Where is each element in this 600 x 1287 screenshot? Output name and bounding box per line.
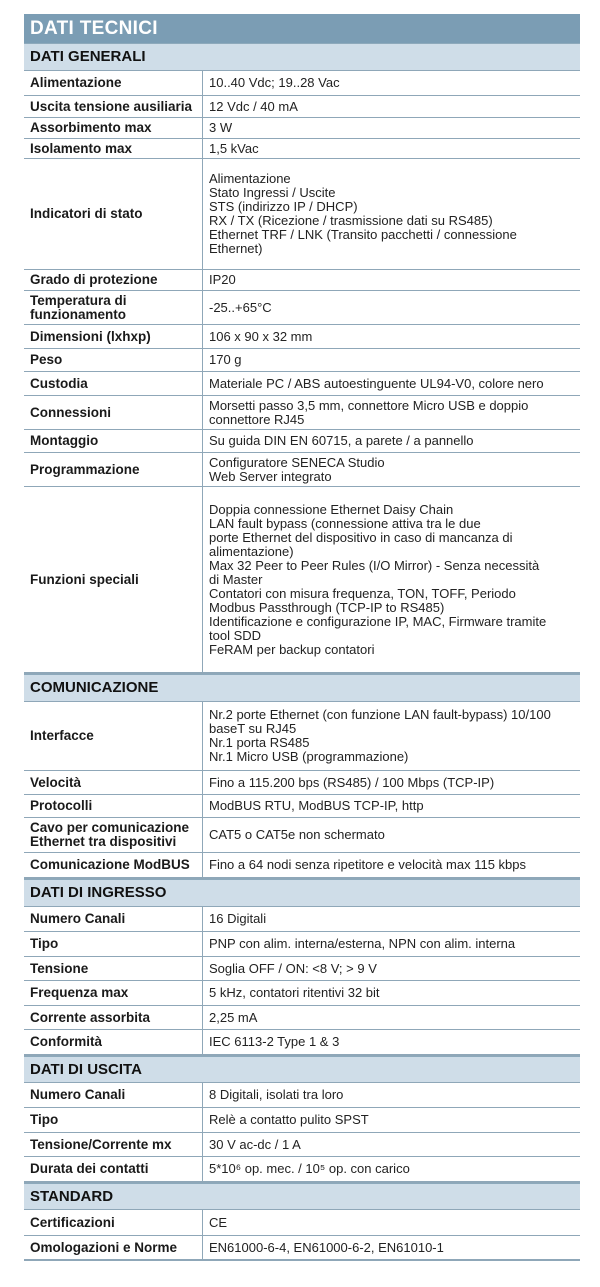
spec-label: Velocità [30, 774, 82, 790]
spec-row [24, 1133, 580, 1157]
spec-value-line: baseT su RJ45 [209, 721, 297, 736]
spec-value-line: Nr.1 Micro USB (programmazione) [209, 749, 409, 764]
section-table [24, 70, 580, 674]
spec-label: Grado di protezione [30, 272, 158, 287]
spec-value-line: IEC 6113-2 Type 1 & 3 [209, 1034, 340, 1049]
section-heading: DATI DI INGRESSO [24, 879, 580, 906]
spec-value-line: Ethernet TRF / LNK (Transito pacchetti / connessione [209, 227, 517, 242]
spec-label: Programmazione [30, 461, 140, 477]
spec-value-line: LAN fault bypass (connessione attiva tra le due [209, 515, 481, 531]
spec-value-line: Modbus Passthrough (TCP-IP to RS485) [209, 599, 445, 615]
spec-row [24, 1157, 580, 1183]
spec-value [202, 771, 580, 794]
spec-label: Tipo [30, 1112, 59, 1127]
spec-value [202, 430, 580, 452]
section-table [24, 701, 580, 879]
spec-label: Cavo per comunicazione Ethernet tra dispositivi [30, 820, 190, 849]
spec-value-line: 5*10⁶ op. mec. / 10⁵ op. con carico [209, 1161, 410, 1176]
spec-value [202, 702, 580, 770]
spec-value [202, 396, 580, 429]
spec-value [202, 1236, 580, 1259]
spec-row [24, 349, 580, 372]
spec-value [202, 487, 580, 672]
spec-label: Durata dei contatti [30, 1161, 149, 1176]
spec-value [202, 291, 580, 324]
spec-value [202, 907, 580, 931]
spec-value-line: 8 Digitali, isolati tra loro [209, 1087, 344, 1102]
spec-row [24, 118, 580, 139]
spec-label: Temperatura di funzionamento [30, 292, 127, 322]
spec-value-line: Nr.1 porta RS485 [209, 735, 310, 750]
spec-value-line: Relè a contatto pulito SPST [209, 1112, 369, 1127]
spec-label: Interfacce [30, 728, 94, 743]
spec-label: Omologazioni e Norme [30, 1239, 178, 1255]
spec-value [202, 981, 580, 1005]
spec-row [24, 372, 580, 396]
spec-value-line: di Master [209, 571, 263, 587]
spec-sheet [24, 14, 580, 1261]
spec-value [202, 795, 580, 817]
spec-label: Tipo [30, 936, 59, 951]
spec-value [202, 853, 580, 877]
spec-label: Frequenza max [30, 985, 129, 1000]
section-table [24, 1082, 580, 1183]
spec-value-line: Contatori con misura frequenza, TON, TOFF, Periodo [209, 585, 516, 601]
spec-value-line: 30 V ac-dc / 1 A [209, 1136, 301, 1152]
spec-value-line: 12 Vdc / 40 mA [209, 98, 298, 114]
spec-value [202, 957, 580, 980]
spec-row [24, 1082, 580, 1108]
spec-value-line: -25..+65°C [209, 299, 272, 315]
spec-label: Dimensioni (lxhxp) [30, 328, 151, 344]
spec-label: Alimentazione [30, 75, 122, 90]
spec-value-line: 5 kHz, contatori ritentivi 32 bit [209, 985, 380, 1000]
spec-value-line: tool SDD [209, 627, 262, 643]
spec-value-line: FeRAM per backup contatori [209, 641, 375, 657]
spec-label: Numero Canali [30, 911, 126, 926]
spec-label: Protocolli [30, 798, 93, 813]
spec-value [202, 159, 580, 269]
spec-value [202, 818, 580, 852]
spec-row [24, 1030, 580, 1056]
spec-value [202, 932, 580, 956]
spec-label: Numero Canali [30, 1087, 126, 1102]
spec-row [24, 818, 580, 853]
spec-label: Comunicazione ModBUS [30, 857, 190, 872]
spec-value-line: Fino a 64 nodi senza ripetitore e velocità max 115 kbps [209, 857, 526, 872]
spec-value-line: 106 x 90 x 32 mm [209, 328, 313, 344]
spec-label: Tensione/Corrente mx [30, 1136, 172, 1152]
spec-value-line: Fino a 115.200 bps (RS485) / 100 Mbps (TCP-IP) [209, 774, 495, 790]
spec-value [202, 1157, 580, 1181]
spec-value [202, 1006, 580, 1029]
spec-value-line: STS (indirizzo IP / DHCP) [209, 199, 358, 214]
spec-value [202, 71, 580, 95]
spec-row [24, 139, 580, 159]
spec-value-line: Soglia OFF / ON: <8 V; > 9 V [209, 960, 377, 976]
spec-value [202, 1210, 580, 1235]
spec-value-line: alimentazione) [209, 543, 294, 559]
spec-label: Montaggio [30, 433, 99, 448]
spec-label: Indicatori di stato [30, 206, 143, 221]
spec-value-line: CE [209, 1214, 228, 1230]
spec-value-line: 10..40 Vdc; 19..28 Vac [209, 75, 340, 90]
spec-row [24, 853, 580, 879]
spec-row [24, 487, 580, 674]
section-heading: COMUNICAZIONE [24, 674, 580, 701]
spec-value-line: CAT5 o CAT5e non schermato [209, 827, 385, 842]
spec-label: Funzioni speciali [30, 571, 139, 587]
spec-value-line: Configuratore SENECA Studio [209, 454, 385, 470]
spec-value-line: Stato Ingressi / Uscite [209, 185, 336, 200]
spec-row [24, 159, 580, 270]
spec-value-line: EN61000-6-4, EN61000-6-2, EN61010-1 [209, 1239, 444, 1255]
spec-value [202, 325, 580, 348]
section-table [24, 1209, 580, 1261]
section-heading: DATI GENERALI [24, 43, 580, 70]
spec-value [202, 1083, 580, 1107]
spec-label: Uscita tensione ausiliaria [30, 98, 193, 114]
spec-value-line: IP20 [209, 272, 236, 287]
sheet-title: DATI TECNICI [24, 14, 580, 43]
spec-row [24, 325, 580, 349]
spec-value [202, 1108, 580, 1132]
spec-value-line: Doppia connessione Ethernet Daisy Chain [209, 501, 454, 517]
spec-row [24, 396, 580, 430]
spec-value-line: porte Ethernet del dispositivo in caso di mancanza di [209, 529, 513, 545]
spec-row [24, 291, 580, 325]
sections-container [24, 43, 580, 1261]
spec-row [24, 1108, 580, 1133]
spec-value [202, 349, 580, 371]
spec-row [24, 932, 580, 957]
spec-value-line: 170 g [209, 352, 242, 367]
spec-value-line: RX / TX (Ricezione / trasmissione dati su RS485) [209, 213, 493, 228]
spec-label: Corrente assorbita [30, 1009, 151, 1025]
spec-value-line: connettore RJ45 [209, 411, 305, 427]
spec-value-line: Identificazione e configurazione IP, MAC, Firmware tramite [209, 613, 547, 629]
spec-row [24, 430, 580, 453]
spec-row [24, 957, 580, 981]
spec-value-line: Ethernet) [209, 241, 263, 256]
section-heading: STANDARD [24, 1183, 580, 1209]
spec-value [202, 96, 580, 117]
spec-value [202, 372, 580, 395]
spec-label: Peso [30, 352, 63, 367]
spec-value [202, 270, 580, 290]
section-heading: DATI DI USCITA [24, 1056, 580, 1082]
spec-label: Connessioni [30, 404, 112, 420]
spec-value-line: Morsetti passo 3,5 mm, connettore Micro USB e doppio [209, 397, 529, 413]
spec-label: Conformità [30, 1034, 102, 1049]
spec-row [24, 1006, 580, 1030]
spec-value [202, 118, 580, 138]
spec-value [202, 139, 580, 158]
spec-value-line: Alimentazione [209, 171, 291, 186]
spec-value-line: Max 32 Peer to Peer Rules (I/O Mirror) - Senza necessità [209, 557, 540, 573]
section-table [24, 906, 580, 1056]
spec-label: Tensione [30, 960, 89, 976]
spec-value-line: ModBUS RTU, ModBUS TCP-IP, http [209, 798, 424, 813]
spec-row [24, 453, 580, 487]
spec-value-line: PNP con alim. interna/esterna, NPN con alim. interna [209, 936, 516, 951]
spec-value [202, 1030, 580, 1054]
spec-row [24, 795, 580, 818]
spec-label: Custodia [30, 375, 88, 391]
spec-row [24, 981, 580, 1006]
spec-row [24, 96, 580, 118]
spec-value-line: 3 W [209, 120, 233, 135]
spec-value-line: Materiale PC / ABS autoestinguente UL94-V0, colore nero [209, 375, 544, 391]
spec-label: Certificazioni [30, 1214, 115, 1230]
spec-value-line: 16 Digitali [209, 911, 267, 926]
spec-row [24, 270, 580, 291]
spec-value-line: 2,25 mA [209, 1009, 258, 1025]
spec-row [24, 1236, 580, 1261]
spec-row [24, 771, 580, 795]
spec-value-line: 1,5 kVac [209, 140, 259, 156]
spec-value [202, 1133, 580, 1156]
spec-label: Isolamento max [30, 140, 133, 156]
spec-value [202, 453, 580, 486]
spec-label: Assorbimento max [30, 120, 152, 135]
spec-value-line: Web Server integrato [209, 468, 332, 484]
spec-row [24, 701, 580, 771]
spec-value-line: Su guida DIN EN 60715, a parete / a pannello [209, 433, 474, 448]
spec-row [24, 906, 580, 932]
spec-value-line: Nr.2 porte Ethernet (con funzione LAN fault-bypass) 10/100 [209, 707, 551, 722]
spec-row [24, 70, 580, 96]
spec-row [24, 1209, 580, 1236]
